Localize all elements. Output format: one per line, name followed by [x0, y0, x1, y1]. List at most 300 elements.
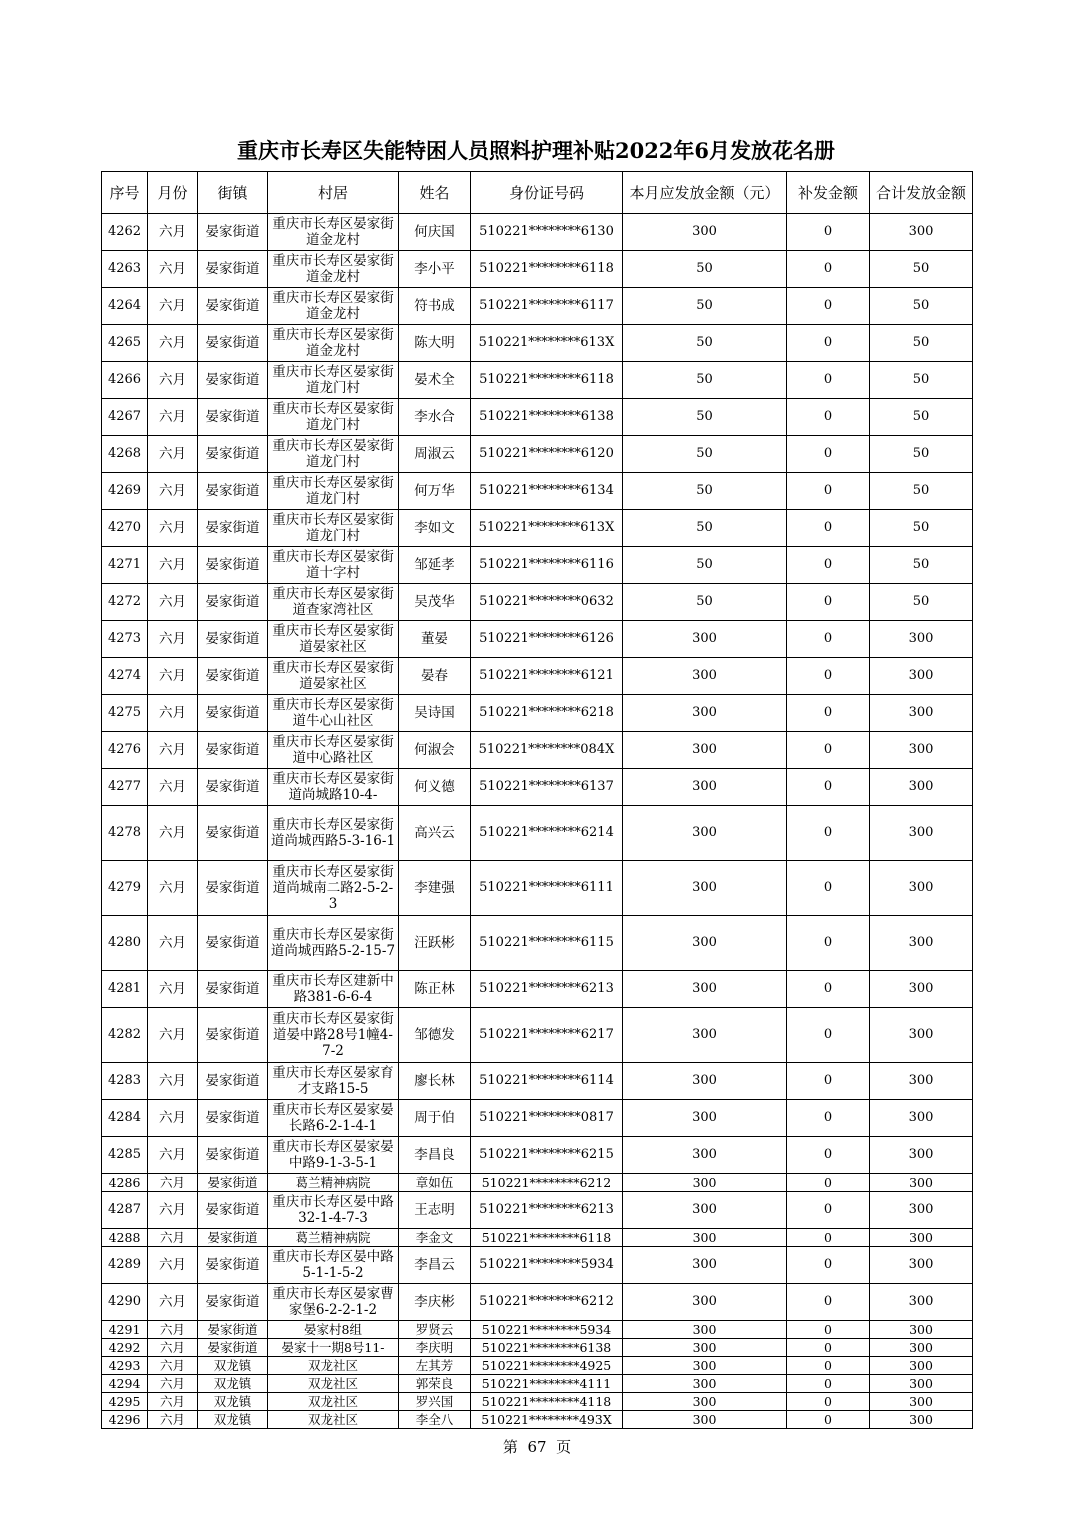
cell-back-pay: 0 — [787, 1321, 870, 1339]
cell-total: 300 — [870, 1321, 973, 1339]
cell-back-pay: 0 — [787, 1393, 870, 1411]
cell-name: 周于伯 — [399, 1100, 471, 1137]
cell-month: 六月 — [148, 214, 198, 251]
cell-back-pay: 0 — [787, 769, 870, 806]
cell-seq: 4267 — [102, 399, 148, 436]
cell-seq: 4292 — [102, 1339, 148, 1357]
cell-month: 六月 — [148, 732, 198, 769]
cell-town: 晏家街道 — [198, 1008, 268, 1063]
cell-total: 50 — [870, 362, 973, 399]
cell-total: 50 — [870, 399, 973, 436]
cell-village: 葛兰精神病院 — [268, 1229, 399, 1247]
cell-id-number: 510221********0632 — [471, 584, 623, 621]
cell-town: 晏家街道 — [198, 1339, 268, 1357]
cell-seq: 4272 — [102, 584, 148, 621]
cell-month: 六月 — [148, 288, 198, 325]
cell-back-pay: 0 — [787, 510, 870, 547]
table-header-row — [102, 172, 973, 214]
roster-table — [101, 171, 973, 1429]
cell-back-pay: 0 — [787, 547, 870, 584]
cell-back-pay: 0 — [787, 1284, 870, 1321]
cell-amount: 50 — [623, 288, 787, 325]
cell-month: 六月 — [148, 399, 198, 436]
cell-amount: 300 — [623, 1100, 787, 1137]
cell-name: 李庆彬 — [399, 1284, 471, 1321]
table-row — [102, 1192, 973, 1229]
cell-amount: 300 — [623, 658, 787, 695]
cell-name: 李小平 — [399, 251, 471, 288]
cell-month: 六月 — [148, 1284, 198, 1321]
cell-back-pay: 0 — [787, 1357, 870, 1375]
cell-total: 300 — [870, 1174, 973, 1192]
cell-seq: 4263 — [102, 251, 148, 288]
table-row — [102, 1321, 973, 1339]
cell-back-pay: 0 — [787, 1137, 870, 1174]
table-row — [102, 547, 973, 584]
cell-village: 重庆市长寿区晏家街道晏家社区 — [268, 621, 399, 658]
cell-total: 300 — [870, 695, 973, 732]
cell-month: 六月 — [148, 1321, 198, 1339]
cell-id-number: 510221********613X — [471, 325, 623, 362]
table-row — [102, 1137, 973, 1174]
cell-total: 300 — [870, 1100, 973, 1137]
cell-id-number: 510221********6138 — [471, 1339, 623, 1357]
cell-name: 吴茂华 — [399, 584, 471, 621]
cell-total: 300 — [870, 1229, 973, 1247]
table-row — [102, 436, 973, 473]
cell-seq: 4280 — [102, 916, 148, 971]
cell-name: 何庆国 — [399, 214, 471, 251]
table-row — [102, 971, 973, 1008]
cell-seq: 4293 — [102, 1357, 148, 1375]
cell-back-pay: 0 — [787, 399, 870, 436]
cell-total: 300 — [870, 806, 973, 861]
cell-amount: 50 — [623, 436, 787, 473]
cell-total: 300 — [870, 1339, 973, 1357]
cell-id-number: 510221********6213 — [471, 971, 623, 1008]
cell-total: 300 — [870, 732, 973, 769]
cell-town: 晏家街道 — [198, 1192, 268, 1229]
cell-id-number: 510221********6214 — [471, 806, 623, 861]
cell-back-pay: 0 — [787, 658, 870, 695]
cell-total: 300 — [870, 916, 973, 971]
cell-village: 重庆市长寿区晏家街道牛心山社区 — [268, 695, 399, 732]
cell-back-pay: 0 — [787, 362, 870, 399]
cell-village: 晏家十一期8号11- — [268, 1339, 399, 1357]
cell-month: 六月 — [148, 251, 198, 288]
cell-seq: 4289 — [102, 1247, 148, 1284]
cell-seq: 4278 — [102, 806, 148, 861]
cell-name: 李水合 — [399, 399, 471, 436]
cell-id-number: 510221********6134 — [471, 473, 623, 510]
page-number: 第 67 页 — [502, 1438, 572, 1456]
cell-name: 何万华 — [399, 473, 471, 510]
cell-back-pay: 0 — [787, 861, 870, 916]
cell-amount: 300 — [623, 214, 787, 251]
table-row — [102, 399, 973, 436]
cell-seq: 4277 — [102, 769, 148, 806]
column-header-seq: 序号 — [102, 172, 148, 214]
cell-seq: 4286 — [102, 1174, 148, 1192]
cell-name: 罗贤云 — [399, 1321, 471, 1339]
cell-total: 300 — [870, 1137, 973, 1174]
cell-month: 六月 — [148, 1357, 198, 1375]
cell-total: 300 — [870, 1284, 973, 1321]
table-row — [102, 362, 973, 399]
cell-total: 50 — [870, 584, 973, 621]
cell-seq: 4284 — [102, 1100, 148, 1137]
cell-village: 重庆市长寿区晏家街道尚城西路5-3-16-1 — [268, 806, 399, 861]
cell-month: 六月 — [148, 436, 198, 473]
cell-village: 重庆市长寿区晏中路5-1-1-5-2 — [268, 1247, 399, 1284]
cell-town: 晏家街道 — [198, 399, 268, 436]
cell-id-number: 510221********6137 — [471, 769, 623, 806]
cell-month: 六月 — [148, 473, 198, 510]
cell-month: 六月 — [148, 1137, 198, 1174]
cell-month: 六月 — [148, 621, 198, 658]
table-row — [102, 1008, 973, 1063]
cell-seq: 4262 — [102, 214, 148, 251]
cell-town: 晏家街道 — [198, 1063, 268, 1100]
cell-name: 李昌良 — [399, 1137, 471, 1174]
cell-total: 50 — [870, 325, 973, 362]
cell-village: 重庆市长寿区晏家街道晏中路28号1幢4-7-2 — [268, 1008, 399, 1063]
cell-total: 300 — [870, 1192, 973, 1229]
cell-seq: 4288 — [102, 1229, 148, 1247]
table-row — [102, 473, 973, 510]
cell-id-number: 510221********5934 — [471, 1321, 623, 1339]
cell-id-number: 510221********6117 — [471, 288, 623, 325]
cell-name: 李庆明 — [399, 1339, 471, 1357]
cell-total: 300 — [870, 1393, 973, 1411]
cell-seq: 4274 — [102, 658, 148, 695]
cell-town: 晏家街道 — [198, 769, 268, 806]
cell-name: 廖长林 — [399, 1063, 471, 1100]
cell-seq: 4276 — [102, 732, 148, 769]
cell-total: 50 — [870, 288, 973, 325]
cell-id-number: 510221********6121 — [471, 658, 623, 695]
cell-id-number: 510221********493X — [471, 1411, 623, 1429]
cell-month: 六月 — [148, 547, 198, 584]
cell-back-pay: 0 — [787, 732, 870, 769]
cell-amount: 300 — [623, 621, 787, 658]
cell-month: 六月 — [148, 362, 198, 399]
cell-name: 董晏 — [399, 621, 471, 658]
cell-village: 双龙社区 — [268, 1357, 399, 1375]
cell-name: 何淑会 — [399, 732, 471, 769]
cell-id-number: 510221********6115 — [471, 916, 623, 971]
table-row — [102, 621, 973, 658]
cell-town: 晏家街道 — [198, 1100, 268, 1137]
cell-village: 重庆市长寿区晏家曹家堡6-2-2-1-2 — [268, 1284, 399, 1321]
cell-amount: 50 — [623, 325, 787, 362]
cell-seq: 4294 — [102, 1375, 148, 1393]
table-row — [102, 251, 973, 288]
cell-village: 重庆市长寿区晏家街道尚城路10-4- — [268, 769, 399, 806]
cell-seq: 4283 — [102, 1063, 148, 1100]
cell-back-pay: 0 — [787, 1063, 870, 1100]
cell-village: 双龙社区 — [268, 1411, 399, 1429]
cell-total: 300 — [870, 658, 973, 695]
cell-back-pay: 0 — [787, 916, 870, 971]
cell-amount: 300 — [623, 1137, 787, 1174]
cell-name: 章如伍 — [399, 1174, 471, 1192]
cell-month: 六月 — [148, 1375, 198, 1393]
cell-village: 双龙社区 — [268, 1393, 399, 1411]
table-row — [102, 325, 973, 362]
cell-back-pay: 0 — [787, 1192, 870, 1229]
cell-month: 六月 — [148, 1063, 198, 1100]
cell-village: 重庆市长寿区晏家街道十字村 — [268, 547, 399, 584]
cell-total: 300 — [870, 1375, 973, 1393]
cell-id-number: 510221********6212 — [471, 1174, 623, 1192]
cell-month: 六月 — [148, 806, 198, 861]
cell-total: 300 — [870, 1411, 973, 1429]
cell-amount: 300 — [623, 695, 787, 732]
cell-amount: 50 — [623, 362, 787, 399]
cell-name: 李昌云 — [399, 1247, 471, 1284]
cell-total: 300 — [870, 1357, 973, 1375]
cell-back-pay: 0 — [787, 473, 870, 510]
cell-total: 300 — [870, 769, 973, 806]
cell-month: 六月 — [148, 325, 198, 362]
cell-village: 重庆市长寿区晏家街道金龙村 — [268, 325, 399, 362]
table-row — [102, 1375, 973, 1393]
cell-back-pay: 0 — [787, 1008, 870, 1063]
cell-total: 50 — [870, 436, 973, 473]
cell-village: 重庆市长寿区晏家街道龙门村 — [268, 436, 399, 473]
cell-id-number: 510221********4118 — [471, 1393, 623, 1411]
cell-amount: 300 — [623, 1284, 787, 1321]
cell-name: 陈正林 — [399, 971, 471, 1008]
table-row — [102, 1100, 973, 1137]
cell-seq: 4282 — [102, 1008, 148, 1063]
cell-amount: 300 — [623, 861, 787, 916]
cell-name: 符书成 — [399, 288, 471, 325]
cell-id-number: 510221********6118 — [471, 251, 623, 288]
cell-id-number: 510221********6218 — [471, 695, 623, 732]
cell-amount: 50 — [623, 547, 787, 584]
cell-total: 50 — [870, 251, 973, 288]
cell-town: 晏家街道 — [198, 1174, 268, 1192]
cell-town: 晏家街道 — [198, 547, 268, 584]
cell-town: 晏家街道 — [198, 473, 268, 510]
cell-month: 六月 — [148, 861, 198, 916]
table-row — [102, 861, 973, 916]
cell-village: 重庆市长寿区晏家街道尚城西路5-2-15-7 — [268, 916, 399, 971]
cell-name: 王志明 — [399, 1192, 471, 1229]
cell-town: 晏家街道 — [198, 1321, 268, 1339]
cell-village: 重庆市长寿区晏家街道龙门村 — [268, 362, 399, 399]
cell-village: 重庆市长寿区晏家街道金龙村 — [268, 214, 399, 251]
cell-back-pay: 0 — [787, 584, 870, 621]
cell-id-number: 510221********6120 — [471, 436, 623, 473]
cell-town: 晏家街道 — [198, 658, 268, 695]
cell-seq: 4296 — [102, 1411, 148, 1429]
cell-month: 六月 — [148, 1008, 198, 1063]
table-row — [102, 214, 973, 251]
cell-month: 六月 — [148, 1393, 198, 1411]
cell-total: 300 — [870, 861, 973, 916]
cell-town: 晏家街道 — [198, 1247, 268, 1284]
table-row — [102, 584, 973, 621]
cell-seq: 4285 — [102, 1137, 148, 1174]
cell-amount: 300 — [623, 1339, 787, 1357]
cell-back-pay: 0 — [787, 325, 870, 362]
cell-name: 邹德发 — [399, 1008, 471, 1063]
cell-id-number: 510221********6118 — [471, 362, 623, 399]
table-row — [102, 695, 973, 732]
column-header-back-pay: 补发金额 — [787, 172, 870, 214]
cell-total: 50 — [870, 473, 973, 510]
cell-seq: 4266 — [102, 362, 148, 399]
cell-town: 晏家街道 — [198, 251, 268, 288]
page-title: 重庆市长寿区失能特困人员照料护理补贴2022年6月发放花名册 — [236, 138, 836, 163]
cell-total: 300 — [870, 1008, 973, 1063]
table-row — [102, 1411, 973, 1429]
cell-village: 双龙社区 — [268, 1375, 399, 1393]
cell-amount: 300 — [623, 916, 787, 971]
cell-village: 重庆市长寿区晏家街道龙门村 — [268, 399, 399, 436]
table-row — [102, 732, 973, 769]
cell-id-number: 510221********084X — [471, 732, 623, 769]
cell-town: 双龙镇 — [198, 1357, 268, 1375]
cell-month: 六月 — [148, 1174, 198, 1192]
cell-month: 六月 — [148, 510, 198, 547]
cell-total: 300 — [870, 971, 973, 1008]
cell-amount: 300 — [623, 1357, 787, 1375]
cell-town: 晏家街道 — [198, 1137, 268, 1174]
cell-back-pay: 0 — [787, 1247, 870, 1284]
cell-seq: 4268 — [102, 436, 148, 473]
cell-name: 李全八 — [399, 1411, 471, 1429]
cell-amount: 50 — [623, 584, 787, 621]
table-row — [102, 1339, 973, 1357]
cell-name: 李金文 — [399, 1229, 471, 1247]
cell-month: 六月 — [148, 658, 198, 695]
cell-village: 重庆市长寿区建新中路381-6-6-4 — [268, 971, 399, 1008]
cell-name: 周淑云 — [399, 436, 471, 473]
cell-amount: 300 — [623, 1247, 787, 1284]
cell-village: 重庆市长寿区晏家街道晏家社区 — [268, 658, 399, 695]
cell-total: 300 — [870, 1247, 973, 1284]
cell-back-pay: 0 — [787, 1411, 870, 1429]
table-row — [102, 1174, 973, 1192]
cell-town: 晏家街道 — [198, 325, 268, 362]
cell-month: 六月 — [148, 1100, 198, 1137]
cell-back-pay: 0 — [787, 1229, 870, 1247]
table-row — [102, 916, 973, 971]
cell-name: 汪跃彬 — [399, 916, 471, 971]
cell-village: 重庆市长寿区晏家街道尚城南二路2-5-2-3 — [268, 861, 399, 916]
cell-month: 六月 — [148, 1247, 198, 1284]
cell-id-number: 510221********6138 — [471, 399, 623, 436]
cell-id-number: 510221********4111 — [471, 1375, 623, 1393]
cell-name: 吴诗国 — [399, 695, 471, 732]
cell-amount: 300 — [623, 1229, 787, 1247]
cell-name: 罗兴国 — [399, 1393, 471, 1411]
cell-id-number: 510221********6118 — [471, 1229, 623, 1247]
cell-name: 李如文 — [399, 510, 471, 547]
cell-amount: 300 — [623, 769, 787, 806]
table-row — [102, 806, 973, 861]
cell-town: 晏家街道 — [198, 1284, 268, 1321]
column-header-month: 月份 — [148, 172, 198, 214]
cell-name: 左其芳 — [399, 1357, 471, 1375]
cell-month: 六月 — [148, 1229, 198, 1247]
cell-back-pay: 0 — [787, 806, 870, 861]
cell-total: 50 — [870, 510, 973, 547]
table-row — [102, 658, 973, 695]
cell-back-pay: 0 — [787, 214, 870, 251]
cell-name: 晏术全 — [399, 362, 471, 399]
cell-back-pay: 0 — [787, 1100, 870, 1137]
cell-amount: 50 — [623, 510, 787, 547]
cell-id-number: 510221********6116 — [471, 547, 623, 584]
cell-town: 晏家街道 — [198, 621, 268, 658]
cell-seq: 4295 — [102, 1393, 148, 1411]
cell-name: 郭荣良 — [399, 1375, 471, 1393]
cell-month: 六月 — [148, 971, 198, 1008]
cell-id-number: 510221********5934 — [471, 1247, 623, 1284]
cell-amount: 300 — [623, 1008, 787, 1063]
cell-village: 重庆市长寿区晏家街道金龙村 — [268, 288, 399, 325]
cell-town: 晏家街道 — [198, 214, 268, 251]
cell-id-number: 510221********6213 — [471, 1192, 623, 1229]
cell-id-number: 510221********6114 — [471, 1063, 623, 1100]
cell-back-pay: 0 — [787, 251, 870, 288]
cell-town: 晏家街道 — [198, 362, 268, 399]
cell-id-number: 510221********6212 — [471, 1284, 623, 1321]
cell-month: 六月 — [148, 769, 198, 806]
cell-name: 邹延孝 — [399, 547, 471, 584]
table-row — [102, 769, 973, 806]
cell-amount: 300 — [623, 1192, 787, 1229]
cell-name: 李建强 — [399, 861, 471, 916]
cell-amount: 50 — [623, 399, 787, 436]
cell-seq: 4275 — [102, 695, 148, 732]
cell-month: 六月 — [148, 1339, 198, 1357]
column-header-total: 合计发放金额 — [870, 172, 973, 214]
cell-village: 重庆市长寿区晏中路32-1-4-7-3 — [268, 1192, 399, 1229]
cell-seq: 4273 — [102, 621, 148, 658]
cell-village: 重庆市长寿区晏家街道中心路社区 — [268, 732, 399, 769]
cell-town: 晏家街道 — [198, 584, 268, 621]
cell-back-pay: 0 — [787, 1174, 870, 1192]
cell-seq: 4271 — [102, 547, 148, 584]
cell-town: 晏家街道 — [198, 288, 268, 325]
cell-village: 重庆市长寿区晏家晏中路9-1-3-5-1 — [268, 1137, 399, 1174]
cell-amount: 300 — [623, 971, 787, 1008]
cell-town: 晏家街道 — [198, 861, 268, 916]
cell-town: 晏家街道 — [198, 1229, 268, 1247]
cell-amount: 300 — [623, 806, 787, 861]
cell-town: 晏家街道 — [198, 510, 268, 547]
table-row — [102, 510, 973, 547]
column-header-id-number: 身份证号码 — [471, 172, 623, 214]
cell-seq: 4290 — [102, 1284, 148, 1321]
cell-name: 陈大明 — [399, 325, 471, 362]
cell-amount: 300 — [623, 1411, 787, 1429]
cell-town: 晏家街道 — [198, 695, 268, 732]
table-row — [102, 1229, 973, 1247]
table-row — [102, 1393, 973, 1411]
column-header-village: 村居 — [268, 172, 399, 214]
cell-id-number: 510221********4925 — [471, 1357, 623, 1375]
cell-town: 晏家街道 — [198, 916, 268, 971]
cell-id-number: 510221********0817 — [471, 1100, 623, 1137]
cell-village: 重庆市长寿区晏家街道金龙村 — [268, 251, 399, 288]
